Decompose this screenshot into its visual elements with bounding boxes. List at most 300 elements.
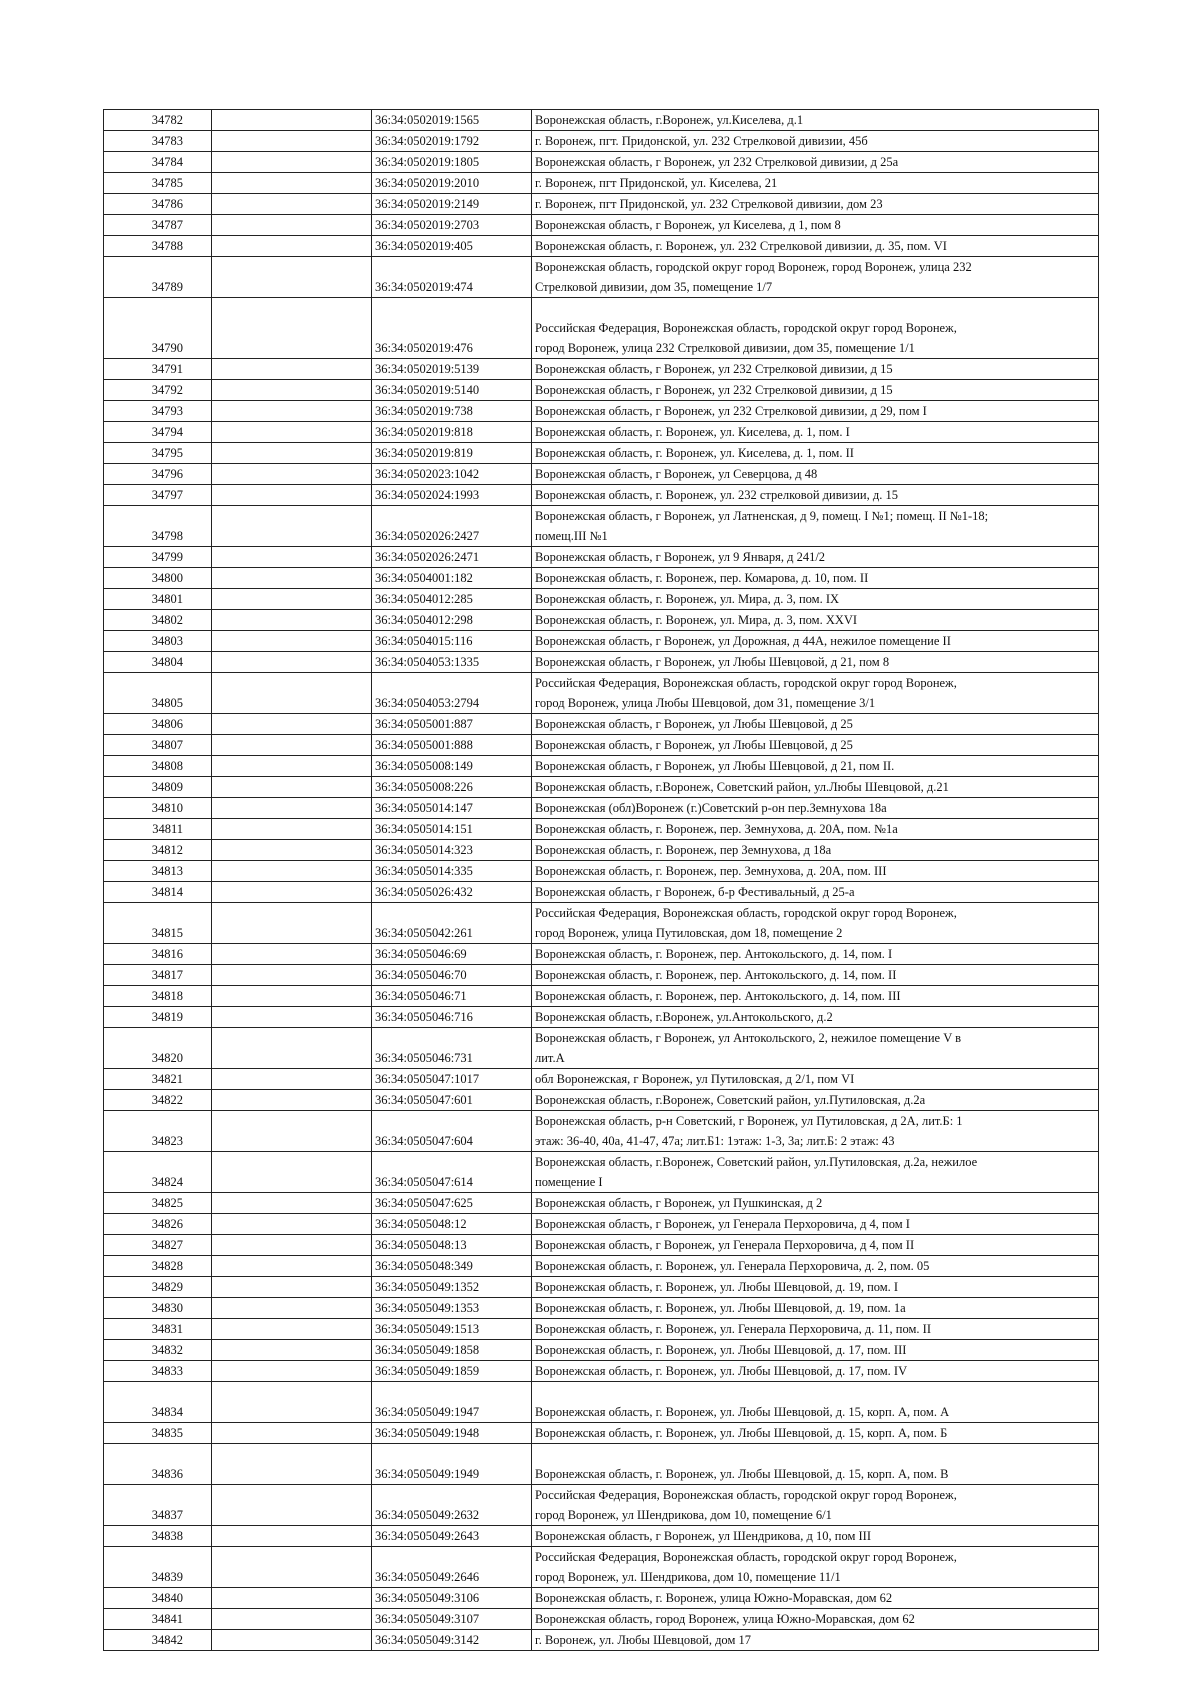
address-line: Воронежская область, г. Воронеж, пер. Комарова, д. 10, пом. II [535,571,869,585]
table-row [104,631,1099,652]
address-line: Воронежская область, г Воронеж, ул Дорожная, д 44А, нежилое помещение II [535,634,951,648]
cadastral-number-cell: 36:34:0505014:335 [372,861,532,882]
cadastral-number-cell: 36:34:0505047:604 [372,1111,532,1152]
address-line: Воронежская область, городской округ город Воронеж, город Воронеж, улица 232 [535,260,972,274]
row-number-cell: 34829 [104,1277,212,1298]
row-number-cell: 34817 [104,965,212,986]
table-row [104,152,1099,173]
table-row [104,1319,1099,1340]
table-row [104,131,1099,152]
cadastral-number-cell: 36:34:0504012:285 [372,589,532,610]
table-row [104,568,1099,589]
row-number-cell: 34834 [104,1382,212,1423]
cadastral-number-cell: 36:34:0505049:2646 [372,1547,532,1588]
table-row [104,1007,1099,1028]
cadastral-number-cell: 36:34:0505047:601 [372,1090,532,1111]
row-number-cell: 34794 [104,422,212,443]
address-line [535,1444,1095,1464]
address-cell [532,236,1099,257]
table-row [104,903,1099,944]
table-row [104,798,1099,819]
registry-table-body [104,110,1099,1651]
empty-cell [212,840,372,861]
address-line: Воронежская область, г Воронеж, ул Антокольского, 2, нежилое помещение V в [535,1031,962,1045]
address-cell [532,380,1099,401]
table-row [104,1090,1099,1111]
row-number-cell: 34836 [104,1444,212,1485]
row-number-cell: 34809 [104,777,212,798]
empty-cell [212,589,372,610]
cadastral-number-cell: 36:34:0505049:1513 [372,1319,532,1340]
address-line: Воронежская область, г. Воронеж, ул. Любы Шевцовой, д. 15, корп. А, пом. А [535,1405,950,1419]
row-number-cell: 34820 [104,1028,212,1069]
address-line: город Воронеж, улица Путиловская, дом 18, помещение 2 [535,926,843,940]
address-line: Российская Федерация, Воронежская область, городской округ город Воронеж, [535,1550,957,1564]
empty-cell [212,631,372,652]
empty-cell [212,610,372,631]
empty-cell [212,1319,372,1340]
table-row [104,965,1099,986]
address-cell [532,1007,1099,1028]
address-line: Воронежская область, г. Воронеж, пер. Антокольского, д. 14, пом. I [535,947,893,961]
address-line: Воронежская область, г. Воронеж, ул. Любы Шевцовой, д. 15, корп. А, пом. Б [535,1426,948,1440]
table-row [104,1423,1099,1444]
empty-cell [212,1235,372,1256]
row-number-cell: 34791 [104,359,212,380]
table-row [104,443,1099,464]
row-number-cell: 34804 [104,652,212,673]
cadastral-number-cell: 36:34:0502019:738 [372,401,532,422]
empty-cell [212,735,372,756]
row-number-cell: 34785 [104,173,212,194]
address-cell [532,485,1099,506]
row-number-cell: 34795 [104,443,212,464]
row-number-cell: 34819 [104,1007,212,1028]
cadastral-number-cell: 36:34:0502019:818 [372,422,532,443]
empty-cell [212,1069,372,1090]
table-row [104,1277,1099,1298]
address-cell [532,1609,1099,1630]
empty-cell [212,1090,372,1111]
empty-cell [212,1028,372,1069]
address-cell [532,1547,1099,1588]
address-cell [532,1028,1099,1069]
address-line: помещ.III №1 [535,529,608,543]
row-number-cell: 34837 [104,1485,212,1526]
cadastral-number-cell: 36:34:0502019:5139 [372,359,532,380]
row-number-cell: 34823 [104,1111,212,1152]
table-row [104,1444,1099,1485]
address-line: Воронежская область, г Воронеж, ул 232 Стрелковой дивизии, д 25а [535,155,899,169]
address-line: Российская Федерация, Воронежская область, городской округ город Воронеж, [535,321,957,335]
table-row [104,194,1099,215]
address-cell [532,1111,1099,1152]
address-line: Российская Федерация, Воронежская область, городской округ город Воронеж, [535,906,957,920]
cadastral-number-cell: 36:34:0505048:349 [372,1256,532,1277]
empty-cell [212,257,372,298]
cadastral-number-cell: 36:34:0504001:182 [372,568,532,589]
address-cell [532,903,1099,944]
row-number-cell: 34806 [104,714,212,735]
address-line: Воронежская область, г Воронеж, ул 232 Стрелковой дивизии, д 15 [535,362,893,376]
empty-cell [212,422,372,443]
empty-cell [212,1588,372,1609]
address-line: г. Воронеж, ул. Любы Шевцовой, дом 17 [535,1633,751,1647]
address-cell [532,589,1099,610]
table-row [104,986,1099,1007]
row-number-cell: 34808 [104,756,212,777]
table-row [104,236,1099,257]
address-cell [532,714,1099,735]
address-line: Воронежская область, г. Воронеж, ул. Любы Шевцовой, д. 17, пом. IV [535,1364,908,1378]
cadastral-number-cell: 36:34:0505047:1017 [372,1069,532,1090]
cadastral-number-cell: 36:34:0505049:3142 [372,1630,532,1651]
table-row [104,652,1099,673]
address-cell [532,840,1099,861]
address-line: Воронежская область, г Воронеж, ул Киселева, д 1, пом 8 [535,218,841,232]
address-line: Воронежская (обл)Воронеж (г.)Советский р-он пер.Земнухова 18а [535,801,887,815]
address-line: Воронежская область, г.Воронеж, ул.Антокольского, д.2 [535,1010,833,1024]
row-number-cell: 34832 [104,1340,212,1361]
empty-cell [212,756,372,777]
table-row [104,422,1099,443]
cadastral-number-cell: 36:34:0505049:1352 [372,1277,532,1298]
table-row [104,714,1099,735]
address-cell [532,173,1099,194]
empty-cell [212,986,372,1007]
row-number-cell: 34839 [104,1547,212,1588]
row-number-cell: 34784 [104,152,212,173]
row-number-cell: 34816 [104,944,212,965]
cadastral-number-cell: 36:34:0502019:2010 [372,173,532,194]
row-number-cell: 34790 [104,298,212,359]
table-row [104,777,1099,798]
table-row [104,1298,1099,1319]
address-line: Воронежская область, г. Воронеж, ул. 232 стрелковой дивизии, д. 15 [535,488,898,502]
cadastral-number-cell: 36:34:0505046:71 [372,986,532,1007]
cadastral-number-cell: 36:34:0505049:2643 [372,1526,532,1547]
address-cell [532,652,1099,673]
address-line [535,298,1095,318]
address-line: Воронежская область, г. Воронеж, улица Южно-Моравская, дом 62 [535,1591,893,1605]
address-line: Воронежская область, г Воронеж, ул Любы Шевцовой, д 25 [535,738,853,752]
cadastral-number-cell: 36:34:0504053:1335 [372,652,532,673]
empty-cell [212,1214,372,1235]
empty-cell [212,1423,372,1444]
empty-cell [212,359,372,380]
address-cell [532,965,1099,986]
address-line: Воронежская область, г Воронеж, ул Пушкинская, д 2 [535,1196,823,1210]
address-cell [532,1361,1099,1382]
empty-cell [212,1485,372,1526]
address-line: Российская Федерация, Воронежская область, городской округ город Воронеж, [535,1488,957,1502]
table-row [104,1235,1099,1256]
row-number-cell: 34825 [104,1193,212,1214]
empty-cell [212,1111,372,1152]
address-line: Воронежская область, г. Воронеж, пер Земнухова, д 18а [535,843,832,857]
address-line: Стрелковой дивизии, дом 35, помещение 1/7 [535,280,773,294]
address-line: Воронежская область, г.Воронеж, ул.Киселева, д.1 [535,113,804,127]
table-row [104,1256,1099,1277]
empty-cell [212,1444,372,1485]
cadastral-number-cell: 36:34:0502019:405 [372,236,532,257]
table-row [104,401,1099,422]
empty-cell [212,131,372,152]
row-number-cell: 34799 [104,547,212,568]
address-cell [532,631,1099,652]
address-line: город Воронеж, ул Шендрикова, дом 10, помещение 6/1 [535,1508,832,1522]
table-row [104,882,1099,903]
cadastral-number-cell: 36:34:0502023:1042 [372,464,532,485]
table-row [104,547,1099,568]
address-line: город Воронеж, ул. Шендрикова, дом 10, помещение 11/1 [535,1570,841,1584]
address-line: Воронежская область, г Воронеж, ул Шендрикова, д 10, пом III [535,1529,871,1543]
row-number-cell: 34797 [104,485,212,506]
cadastral-number-cell: 36:34:0505014:151 [372,819,532,840]
empty-cell [212,714,372,735]
empty-cell [212,1298,372,1319]
address-line: Воронежская область, г Воронеж, ул Любы Шевцовой, д 21, пом 8 [535,655,890,669]
empty-cell [212,819,372,840]
address-line: Воронежская область, г. Воронеж, ул. Мира, д. 3, пом. XXVI [535,613,858,627]
row-number-cell: 34835 [104,1423,212,1444]
table-row [104,1193,1099,1214]
row-number-cell: 34824 [104,1152,212,1193]
row-number-cell: 34838 [104,1526,212,1547]
row-number-cell: 34833 [104,1361,212,1382]
empty-cell [212,903,372,944]
row-number-cell: 34822 [104,1090,212,1111]
row-number-cell: 34826 [104,1214,212,1235]
address-line: этаж: 36-40, 40а, 41-47, 47а; лит.Б1: 1этаж: 1-3, 3а; лит.Б: 2 этаж: 43 [535,1134,895,1148]
table-row [104,1588,1099,1609]
cadastral-number-cell: 36:34:0502019:2149 [372,194,532,215]
empty-cell [212,1609,372,1630]
row-number-cell: 34811 [104,819,212,840]
cadastral-number-cell: 36:34:0505047:625 [372,1193,532,1214]
table-row [104,735,1099,756]
address-line: Воронежская область, г.Воронеж, Советский район, ул.Путиловская, д.2а, нежилое [535,1155,978,1169]
address-line: Воронежская область, г Воронеж, ул 9 Января, д 241/2 [535,550,826,564]
empty-cell [212,1630,372,1651]
table-row [104,589,1099,610]
address-line: Воронежская область, г. Воронеж, ул. Генерала Перхоровича, д. 11, пом. II [535,1322,931,1336]
cadastral-number-cell: 36:34:0502019:2703 [372,215,532,236]
empty-cell [212,215,372,236]
row-number-cell: 34840 [104,1588,212,1609]
cadastral-number-cell: 36:34:0504012:298 [372,610,532,631]
cadastral-number-cell: 36:34:0502026:2427 [372,506,532,547]
address-cell [532,1382,1099,1423]
cadastral-number-cell: 36:34:0505008:226 [372,777,532,798]
row-number-cell: 34801 [104,589,212,610]
cadastral-number-cell: 36:34:0502019:5140 [372,380,532,401]
address-cell [532,756,1099,777]
row-number-cell: 34793 [104,401,212,422]
address-cell [532,1090,1099,1111]
address-cell [532,1256,1099,1277]
empty-cell [212,110,372,131]
row-number-cell: 34786 [104,194,212,215]
address-line: Воронежская область, г Воронеж, ул 232 Стрелковой дивизии, д 15 [535,383,893,397]
row-number-cell: 34827 [104,1235,212,1256]
address-line: Воронежская область, г. Воронеж, ул. Любы Шевцовой, д. 17, пом. III [535,1343,907,1357]
address-line: Российская Федерация, Воронежская область, городской округ город Воронеж, [535,676,957,690]
cadastral-number-cell: 36:34:0502019:474 [372,257,532,298]
table-row [104,861,1099,882]
empty-cell [212,652,372,673]
row-number-cell: 34789 [104,257,212,298]
address-cell [532,1423,1099,1444]
row-number-cell: 34803 [104,631,212,652]
address-cell [532,152,1099,173]
address-line: Воронежская область, г. Воронеж, ул. Любы Шевцовой, д. 15, корп. А, пом. В [535,1467,949,1481]
table-row [104,215,1099,236]
empty-cell [212,798,372,819]
empty-cell [212,1340,372,1361]
table-row [104,298,1099,359]
row-number-cell: 34788 [104,236,212,257]
address-cell [532,257,1099,298]
address-line: город Воронеж, улица Любы Шевцовой, дом 31, помещение 3/1 [535,696,876,710]
empty-cell [212,194,372,215]
table-row [104,485,1099,506]
cadastral-number-cell: 36:34:0505048:13 [372,1235,532,1256]
address-cell [532,298,1099,359]
table-row [104,840,1099,861]
cadastral-number-cell: 36:34:0505014:323 [372,840,532,861]
address-cell [532,401,1099,422]
empty-cell [212,236,372,257]
row-number-cell: 34814 [104,882,212,903]
cadastral-number-cell: 36:34:0505049:1947 [372,1382,532,1423]
address-cell [532,819,1099,840]
cadastral-number-cell: 36:34:0505026:432 [372,882,532,903]
address-cell [532,110,1099,131]
row-number-cell: 34810 [104,798,212,819]
empty-cell [212,1526,372,1547]
table-row [104,1361,1099,1382]
cadastral-number-cell: 36:34:0505046:731 [372,1028,532,1069]
address-line: Воронежская область, р-н Советский, г Воронеж, ул Путиловская, д 2А, лит.Б: 1 [535,1114,963,1128]
cadastral-number-cell: 36:34:0505014:147 [372,798,532,819]
empty-cell [212,1152,372,1193]
address-cell [532,882,1099,903]
address-cell [532,1152,1099,1193]
address-line: Воронежская область, г. Воронеж, ул. 232 Стрелковой дивизии, д. 35, пом. VI [535,239,947,253]
table-row [104,1609,1099,1630]
address-line: Воронежская область, г. Воронеж, пер. Антокольского, д. 14, пом. II [535,968,897,982]
table-row [104,819,1099,840]
empty-cell [212,464,372,485]
address-cell [532,1298,1099,1319]
address-cell [532,1485,1099,1526]
table-row [104,610,1099,631]
address-line: г. Воронеж, пгт. Придонской, ул. 232 Стрелковой дивизии, 45б [535,134,868,148]
cadastral-number-cell: 36:34:0505046:69 [372,944,532,965]
empty-cell [212,861,372,882]
cadastral-number-cell: 36:34:0504053:2794 [372,673,532,714]
empty-cell [212,882,372,903]
address-cell [532,1277,1099,1298]
address-cell [532,547,1099,568]
empty-cell [212,1547,372,1588]
empty-cell [212,1382,372,1423]
cadastral-number-cell: 36:34:0505049:1949 [372,1444,532,1485]
address-line: Воронежская область, г.Воронеж, Советский район, ул.Любы Шевцовой, д.21 [535,780,949,794]
row-number-cell: 34783 [104,131,212,152]
cadastral-number-cell: 36:34:0505049:1859 [372,1361,532,1382]
address-line: Воронежская область, г Воронеж, ул Генерала Перхоровича, д 4, пом II [535,1238,915,1252]
row-number-cell: 34805 [104,673,212,714]
address-cell [532,944,1099,965]
row-number-cell: 34798 [104,506,212,547]
table-row [104,1069,1099,1090]
address-cell [532,1444,1099,1485]
row-number-cell: 34792 [104,380,212,401]
address-line: Воронежская область, г. Воронеж, ул. Любы Шевцовой, д. 19, пом. I [535,1280,899,1294]
address-line: г. Воронеж, пгт Придонской, ул. Киселева, 21 [535,176,778,190]
cadastral-number-cell: 36:34:0502019:819 [372,443,532,464]
address-cell [532,1319,1099,1340]
address-cell [532,215,1099,236]
address-line: Воронежская область, г Воронеж, ул 232 Стрелковой дивизии, д 29, пом I [535,404,927,418]
address-cell [532,777,1099,798]
cadastral-number-cell: 36:34:0505042:261 [372,903,532,944]
row-number-cell: 34796 [104,464,212,485]
address-cell [532,735,1099,756]
address-line: Воронежская область, г Воронеж, ул Северцова, д 48 [535,467,818,481]
address-cell [532,861,1099,882]
address-line: Воронежская область, г. Воронеж, ул. Мира, д. 3, пом. IX [535,592,840,606]
cadastral-number-cell: 36:34:0505048:12 [372,1214,532,1235]
empty-cell [212,152,372,173]
address-cell [532,673,1099,714]
address-cell [532,1588,1099,1609]
empty-cell [212,1193,372,1214]
cadastral-number-cell: 36:34:0505049:2632 [372,1485,532,1526]
cadastral-number-cell: 36:34:0505049:1353 [372,1298,532,1319]
row-number-cell: 34800 [104,568,212,589]
row-number-cell: 34821 [104,1069,212,1090]
cadastral-number-cell: 36:34:0505049:3107 [372,1609,532,1630]
table-row [104,506,1099,547]
empty-cell [212,1007,372,1028]
row-number-cell: 34813 [104,861,212,882]
address-line: помещение I [535,1175,603,1189]
address-line: Воронежская область, г. Воронеж, ул. Киселева, д. 1, пом. I [535,425,850,439]
empty-cell [212,443,372,464]
address-cell [532,422,1099,443]
empty-cell [212,1256,372,1277]
row-number-cell: 34828 [104,1256,212,1277]
empty-cell [212,673,372,714]
row-number-cell: 34815 [104,903,212,944]
table-row [104,380,1099,401]
table-row [104,673,1099,714]
cadastral-number-cell: 36:34:0502026:2471 [372,547,532,568]
address-line: Воронежская область, г.Воронеж, Советский район, ул.Путиловская, д.2а [535,1093,926,1107]
row-number-cell: 34812 [104,840,212,861]
table-row [104,173,1099,194]
empty-cell [212,965,372,986]
address-cell [532,464,1099,485]
empty-cell [212,485,372,506]
cadastral-number-cell: 36:34:0502019:1805 [372,152,532,173]
table-row [104,1340,1099,1361]
cadastral-number-cell: 36:34:0502024:1993 [372,485,532,506]
table-row [104,359,1099,380]
